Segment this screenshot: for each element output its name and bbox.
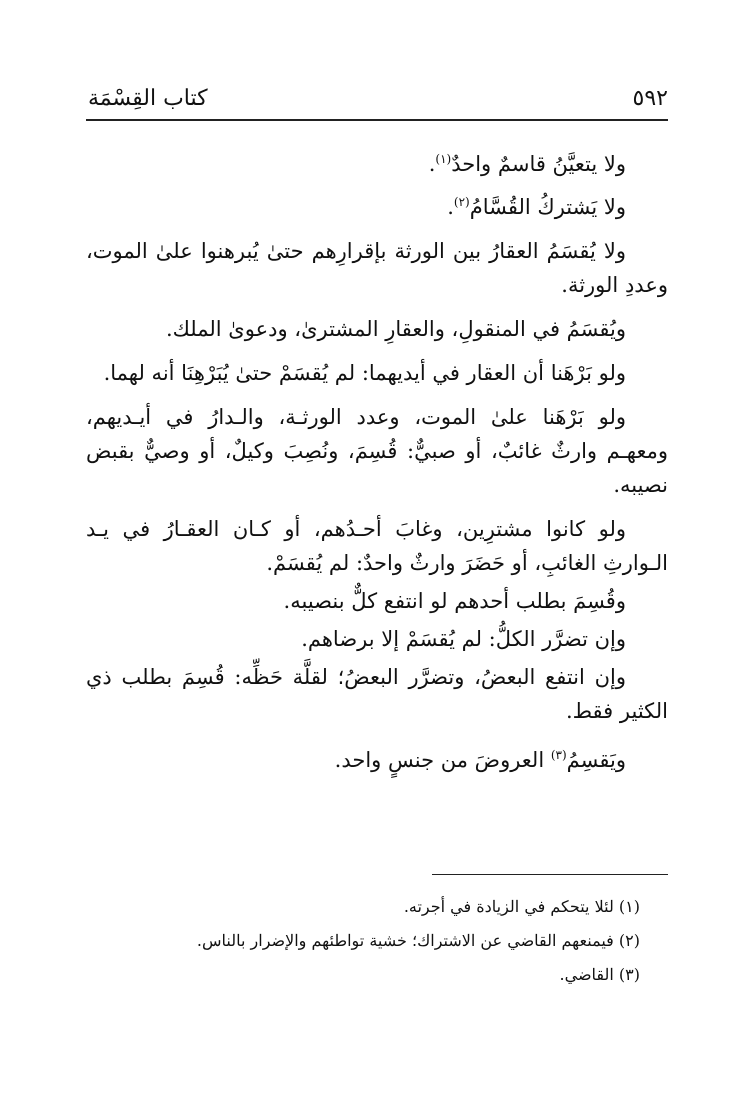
paragraph-text: وقُسِمَ بطلب أحدهم لو انتفع كلٌّ بنصيبه. [283, 589, 626, 613]
paragraph [86, 512, 668, 580]
body-text [86, 142, 668, 787]
running-title: كتاب القِسْمَة [88, 86, 208, 111]
paragraph-text: ولو بَرْهَنا علىٰ الموت، وعدد الورثـة، والـدارُ في أيـديهم، ومعهـم وارثٌ غائبٌ، أو صبيٌّ: قُسِمَ، ونُصِبَ وكيلٌ، أو وصيٌّ بقبض نصيبه. [86, 405, 668, 497]
header-rule [86, 119, 668, 121]
footnote-ref: (٣) [550, 748, 567, 762]
paragraph [86, 312, 668, 346]
paragraph-text: ولا يُقسَمُ العقارُ بين الورثة بإقرارِهم حتىٰ يُبرهنوا علىٰ الموت، وعددِ الورثة. [86, 239, 668, 297]
footnotes [86, 890, 668, 992]
footnote-ref: (١) [435, 152, 452, 166]
footnote: (٣) القاضي. [559, 965, 640, 984]
paragraph-text: ولا يتعيَّنُ قاسمٌ واحدٌ [451, 152, 626, 176]
footnote: (١) لئلا يتحكم في الزيادة في أجرته. [403, 897, 640, 916]
paragraph-tail: . [447, 195, 454, 219]
paragraph-text: وإن تضرَّر الكلُّ: لم يُقسَمْ إلا برضاهم. [301, 627, 626, 651]
paragraph [86, 234, 668, 302]
footnote-rule [432, 874, 668, 875]
footnote: (٢) فيمنعهم القاضي عن الاشتراك؛ خشية تواطئهم والإضرار بالناس. [196, 931, 640, 950]
paragraph-tail: . [428, 152, 436, 176]
page-number: ٥٩٢ [632, 86, 668, 111]
paragraph-tail: العروضَ من جنسٍ واحد. [334, 748, 551, 772]
footnote-ref: (٢) [453, 195, 470, 209]
paragraph-text: ويَقسِمُ [566, 748, 626, 772]
paragraph-text: ولو بَرْهَنا أن العقار في أيديهما: لم يُقسَمْ حتىٰ يُبَرْهِنَا أنه لهما. [103, 361, 626, 385]
paragraph-text: وإن انتفع البعضُ، وتضرَّر البعضُ؛ لقلَّة حَظِّه: قُسِمَ بطلب ذي الكثير فقط. [86, 665, 668, 723]
paragraph [86, 356, 668, 390]
paragraph [86, 622, 668, 656]
paragraph [86, 584, 668, 618]
paragraph-text: ولا يَشتركُ القُسَّامُ [469, 195, 626, 219]
paragraph [86, 185, 668, 224]
paragraph-text: ويُقسَمُ في المنقولِ، والعقارِ المشترىٰ، ودعوىٰ الملك. [165, 317, 626, 341]
paragraph [86, 400, 668, 502]
paragraph [86, 660, 668, 728]
paragraph [86, 142, 668, 181]
paragraph-text: ولو كانوا مشترِين، وغابَ أحـدُهم، أو كـان العقـارُ في يـد الـوارثِ الغائبِ، أو حَضَرَ وارثٌ واحدٌ: لم يُقسَمْ. [86, 517, 668, 575]
page-header [88, 84, 668, 118]
paragraph [86, 738, 668, 777]
